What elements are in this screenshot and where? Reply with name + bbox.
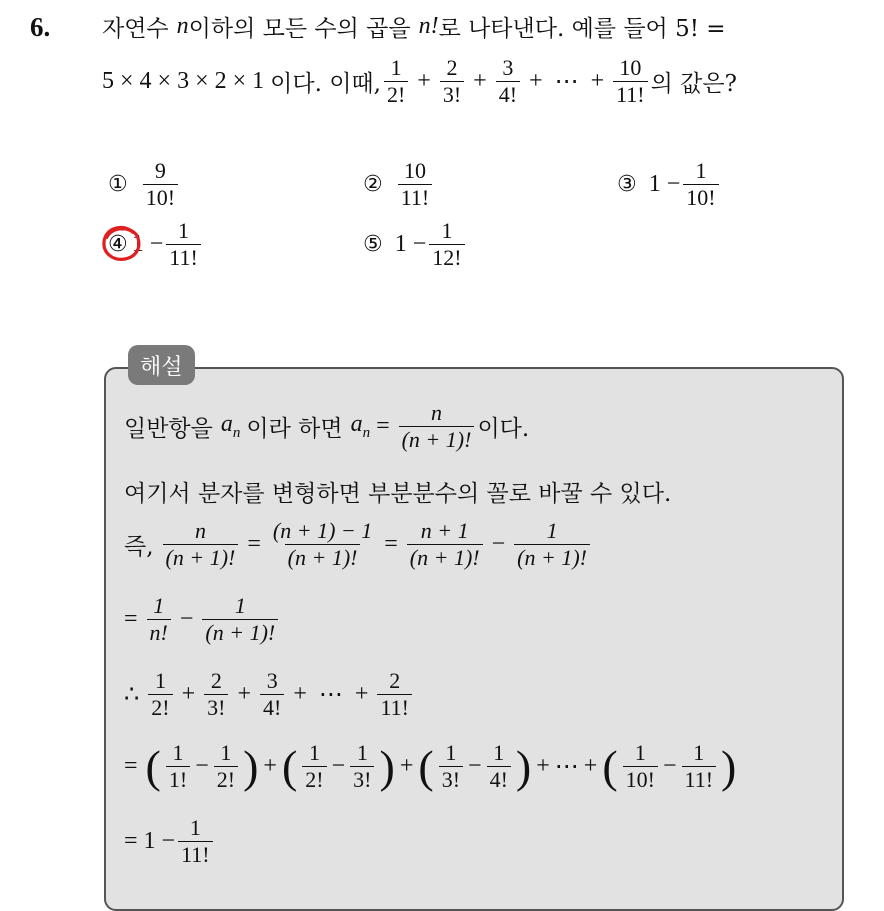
s1-text-b: 이라 하면 bbox=[246, 416, 343, 442]
minus-sign: − bbox=[468, 753, 482, 779]
solution-line-7 bbox=[124, 815, 216, 868]
minus-sign: − bbox=[662, 753, 677, 779]
plus-sign: + bbox=[473, 68, 487, 94]
choice-3[interactable] bbox=[617, 158, 722, 211]
plus-sign: + bbox=[354, 681, 369, 707]
plus-sign: + bbox=[237, 681, 252, 707]
question-number: 6. bbox=[30, 12, 51, 42]
choice-5[interactable] bbox=[363, 218, 468, 271]
s1-an-2: $a_n$ bbox=[350, 411, 371, 441]
q-text-c: 로 나타낸다. 예를 들어 5! = bbox=[438, 16, 726, 42]
plus-sign: + bbox=[399, 753, 414, 779]
choice-5-prefix: 1 − bbox=[394, 231, 427, 257]
paren-open: ( bbox=[281, 740, 298, 792]
s3-f1: $\frac{n}{(n + 1)!}$ bbox=[163, 518, 239, 571]
therefore-sign: ∴ bbox=[124, 682, 140, 708]
s5-term-last: $\frac{2}{11!}$ bbox=[377, 668, 412, 721]
paren-open: ( bbox=[145, 740, 161, 792]
paren-open: ( bbox=[602, 740, 618, 792]
choice-5-value: $\frac{1}{12!}$ bbox=[429, 218, 464, 271]
minus-sign: − bbox=[331, 753, 346, 779]
s6-g1-b: $\frac{1}{2!}$ bbox=[214, 740, 238, 793]
paren-close: ) bbox=[379, 740, 395, 792]
solution-line-5 bbox=[124, 668, 415, 721]
choice-3-label: ③ bbox=[617, 172, 637, 197]
question-line-1 bbox=[102, 10, 726, 43]
solution-tag: 해설 bbox=[128, 345, 195, 385]
solution-line-1 bbox=[124, 400, 529, 453]
s5-term-2: $\frac{2}{3!}$ bbox=[204, 668, 228, 721]
q-tail: 의 값은? bbox=[650, 71, 737, 97]
choice-2-label: ② bbox=[363, 172, 383, 197]
ellipsis: ⋯ bbox=[554, 754, 579, 780]
equals-sign: = bbox=[376, 413, 390, 439]
choice-4-value: $\frac{1}{11!}$ bbox=[166, 218, 201, 271]
q-nfact: n! bbox=[418, 13, 439, 39]
s7-fraction: $\frac{1}{11!}$ bbox=[178, 815, 213, 868]
paren-close: ) bbox=[243, 740, 259, 792]
plus-sign: + bbox=[417, 68, 431, 94]
choice-1-value: $\frac{9}{10!}$ bbox=[143, 158, 178, 211]
choice-2-value: $\frac{10}{11!}$ bbox=[398, 158, 433, 211]
paren-close: ) bbox=[721, 740, 737, 792]
s1-text-a: 일반항을 bbox=[124, 416, 213, 442]
plus-sign: + bbox=[293, 681, 307, 707]
s1-fraction: $\frac{n}{(n + 1)!}$ bbox=[399, 400, 475, 453]
q-term-1: $\frac{1}{2!}$ bbox=[384, 55, 408, 108]
s6-g2-a: $\frac{1}{2!}$ bbox=[302, 740, 326, 793]
solution-line-3 bbox=[124, 518, 593, 571]
q-text-2: 이다. 이때, bbox=[270, 71, 381, 97]
s1-text-c: 이다. bbox=[477, 416, 530, 442]
minus-sign: − bbox=[195, 753, 209, 779]
s5-term-3: $\frac{3}{4!}$ bbox=[260, 668, 284, 721]
q-text-b: 이하의 모든 수의 곱을 bbox=[188, 16, 411, 42]
choice-4-prefix: 1 − bbox=[131, 231, 164, 257]
choice-1-label: ① bbox=[108, 172, 128, 197]
answer-circle-mark bbox=[100, 224, 144, 264]
minus-sign: − bbox=[491, 531, 506, 557]
solution-line-2: 여기서 분자를 변형하면 부분분수의 꼴로 바꿀 수 있다. bbox=[124, 481, 672, 507]
choice-2[interactable] bbox=[363, 158, 435, 211]
s3-f3: $\frac{n + 1}{(n + 1)!}$ bbox=[407, 518, 483, 571]
plus-sign: + bbox=[263, 753, 277, 779]
q-text: 자연수 bbox=[102, 16, 169, 42]
q-product: 5 × 4 × 3 × 2 × 1 bbox=[102, 68, 265, 94]
solution-line-6 bbox=[124, 740, 738, 793]
s6-last-b: $\frac{1}{11!}$ bbox=[682, 740, 717, 793]
choice-4-label: ④ bbox=[108, 232, 128, 257]
s6-g3-a: $\frac{1}{3!}$ bbox=[439, 740, 463, 793]
s4-f1: $\frac{1}{n!}$ bbox=[147, 593, 171, 646]
equals-sign: = bbox=[124, 606, 138, 632]
s4-f2: $\frac{1}{(n + 1)!}$ bbox=[202, 593, 278, 646]
minus-sign: − bbox=[179, 606, 194, 632]
s6-g2-b: $\frac{1}{3!}$ bbox=[350, 740, 374, 793]
plus-sign: + bbox=[590, 68, 605, 94]
s6-last-a: $\frac{1}{10!}$ bbox=[623, 740, 658, 793]
choice-1[interactable] bbox=[108, 158, 181, 211]
ellipsis: ⋯ bbox=[318, 682, 343, 708]
s3-f4: $\frac{1}{(n + 1)!}$ bbox=[514, 518, 590, 571]
plus-sign: + bbox=[583, 753, 598, 779]
equals-sign: = bbox=[124, 753, 138, 779]
q-term-2: $\frac{2}{3!}$ bbox=[440, 55, 464, 108]
paren-open: ( bbox=[418, 740, 434, 792]
q-term-3: $\frac{3}{4!}$ bbox=[496, 55, 520, 108]
solution-line-4 bbox=[124, 593, 281, 646]
ellipsis: ⋯ bbox=[554, 69, 579, 95]
s5-term-1: $\frac{1}{2!}$ bbox=[148, 668, 172, 721]
choice-3-value: $\frac{1}{10!}$ bbox=[683, 158, 718, 211]
s3-f2: $\frac{(n + 1) - 1}{(n + 1)!}$ bbox=[272, 518, 373, 570]
s6-g1-a: $\frac{1}{1!}$ bbox=[166, 740, 190, 793]
q-term-last: $\frac{10}{11!}$ bbox=[613, 55, 648, 108]
plus-sign: + bbox=[529, 68, 543, 94]
question-line-2 bbox=[102, 55, 737, 108]
plus-sign: + bbox=[181, 681, 196, 707]
s6-g3-b: $\frac{1}{4!}$ bbox=[487, 740, 511, 793]
equals-sign: = bbox=[384, 531, 398, 557]
s3-lead: 즉, bbox=[124, 534, 154, 560]
s1-an: $a_n$ bbox=[220, 411, 241, 441]
plus-sign: + bbox=[536, 753, 550, 779]
choice-5-label: ⑤ bbox=[363, 232, 383, 257]
equals-sign: = bbox=[247, 531, 261, 557]
s7-prefix: = 1 − bbox=[124, 828, 176, 854]
q-n: n bbox=[176, 13, 189, 39]
choice-3-prefix: 1 − bbox=[648, 171, 681, 197]
paren-close: ) bbox=[515, 740, 532, 792]
